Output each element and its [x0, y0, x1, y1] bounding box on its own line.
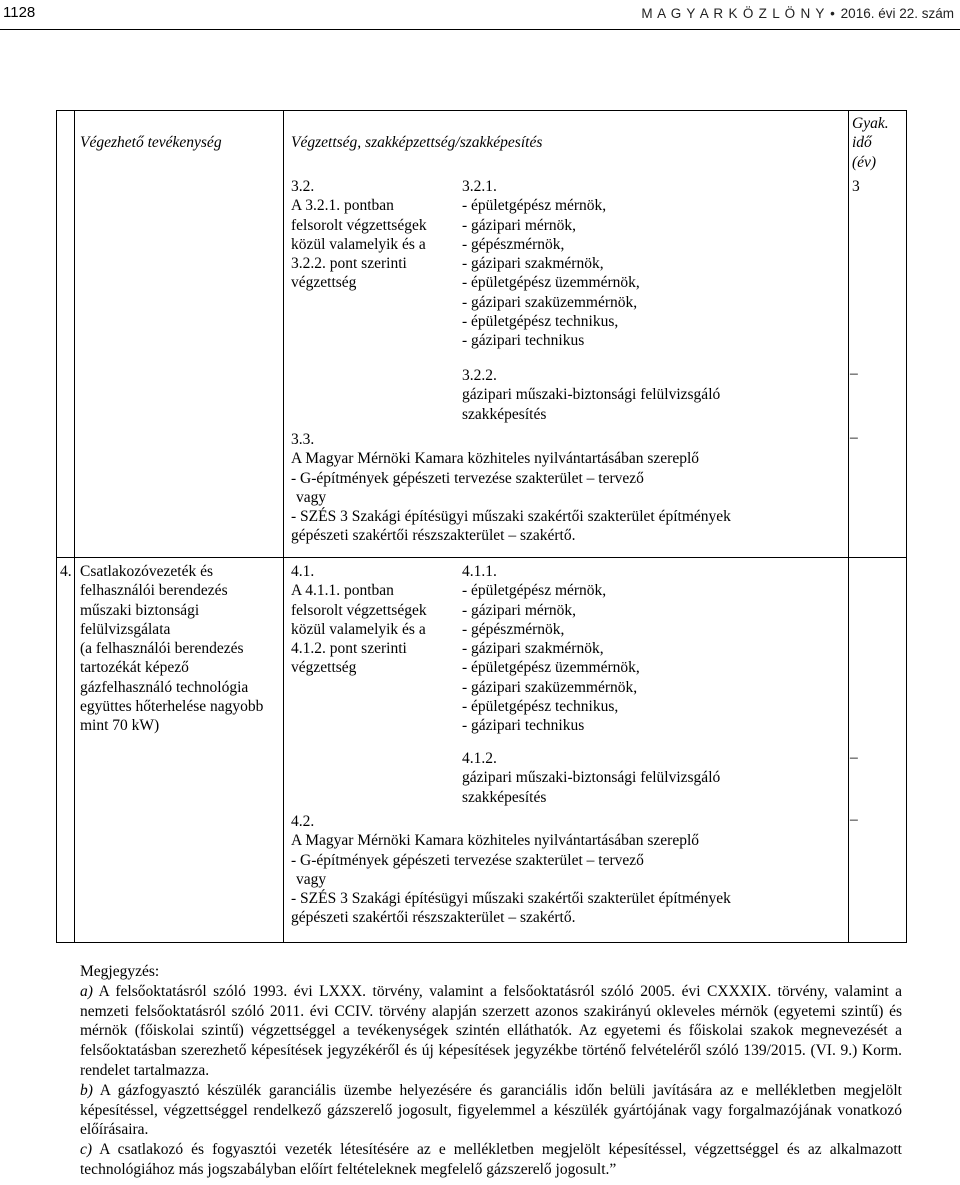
row-3-2-1-years: 3	[852, 178, 860, 195]
note-a-text: A felsőoktatásról szóló 1993. évi LXXX. törvény, valamint a felsőoktatásról szóló 2005. évi CXXXIX. törvény, valamint a nemzeti felsőoktatásról szóló 2011. évi CCIV. törvény alapján szerzett azonos szakirányú okleveles mérnök (egyetemi szintű) és mérnök (főiskolai szintű) végzettséggel a tevékenységek szintén elláthatók. Az egyetemi és főiskolai szakok megnevezését a felsőoktatásban szerezhető képesítések jegyzékéről és új képesítések jegyzékbe történő felvételéről szóló 139/2015. (VI. 9.) Korm. rendelet tartalmazza.	[80, 982, 902, 1079]
row-3-2-1-list: 3.2.1. - épületgépész mérnök, - gázipari mérnök, - gépészmérnök, - gázipari szakmérnök, - épületgépész üzemmérnök, - gázipari szaküzemmérnök, - épületgépész technikus, - gázipari technikus	[462, 178, 640, 350]
row-3-2-2-years: –	[850, 365, 858, 382]
note-c-label: c)	[80, 1141, 93, 1159]
issue-label: 2016. évi 22. szám	[840, 6, 954, 21]
row-divider-4	[57, 557, 906, 558]
row-4-1-2-years: –	[850, 749, 858, 766]
row-4-2-years: –	[850, 811, 858, 828]
note-b-text: A gázfogyasztó készülék garanciális üzembe helyezésére és garanciális időn belüli javítására az e mellékletben megjelölt képesítéssel, végzettséggel rendelkező gázszerelő jogosult, figyelemmel a készülék gyártójának vagy forgalmazójának vonatkozó előírásaira.	[80, 1081, 902, 1139]
publication-header	[641, 4, 954, 23]
note-a	[80, 982, 902, 1081]
page-number: 1128	[3, 4, 36, 21]
row-4-number: 4.	[60, 563, 72, 580]
col-divider-number	[74, 111, 75, 942]
bullet-separator: •	[830, 6, 836, 21]
col-divider-activity	[283, 111, 284, 942]
note-c	[80, 1140, 902, 1180]
row-4-2-text: 4.2. A Magyar Mérnöki Kamara közhiteles nyilvántartásában szereplő - G-építmények gépészeti tervezése szakterület – tervező vagy - SZÉS 3 Szakági építésügyi műszaki szakértői szakterület építmények gépészeti szakértői részszakterület – szakértő.	[291, 813, 731, 927]
row-3-2-qualification: 3.2. A 3.2.1. pontban felsorolt végzettségek közül valamelyik és a 3.2.2. pont szerinti végzettség	[291, 178, 427, 292]
publication-name: M A G Y A R K Ö Z L Ö N Y	[641, 6, 826, 21]
practice-header-line2: idő	[852, 134, 872, 152]
col-divider-practice	[848, 111, 849, 942]
col-header-qualification: Végzettség, szakképzettség/szakképesítés	[291, 134, 543, 151]
row-3-3-text: 3.3. A Magyar Mérnöki Kamara közhiteles nyilvántartásában szereplő - G-építmények gépészeti tervezése szakterület – tervező vagy - SZÉS 3 Szakági építésügyi műszaki szakértői szakterület építmények gépészeti szakértői részszakterület – szakértő.	[291, 431, 731, 545]
note-c-text: A csatlakozó és fogyasztói vezeték létesítésére az e mellékletben megjelölt képesítéssel, végzettséggel és az alkalmazott technológiához más jogszabályban előírt feltételeknek megfelelő gázszerelő jogosult.”	[80, 1141, 902, 1178]
practice-header-line3: (év)	[852, 153, 877, 171]
row-3-2-2-text: 3.2.2. gázipari műszaki-biztonsági felülvizsgáló szakképesítés	[462, 367, 721, 423]
note-a-label: a)	[80, 982, 93, 1000]
col-header-activity: Végezhető tevékenység	[80, 134, 222, 151]
row-4-activity: Csatlakozóvezeték és felhasználói berendezés műszaki biztonsági felülvizsgálata (a felhasználói berendezés tartozékát képező gázfelhasználó technológia együttes hőterhelése nagyobb mint 70 kW)	[80, 563, 264, 735]
notes-section	[80, 962, 902, 1180]
col-header-practice	[852, 114, 889, 172]
note-b-label: b)	[80, 1081, 93, 1099]
practice-header-line1: Gyak.	[852, 115, 889, 132]
row-4-1-qualification: 4.1. A 4.1.1. pontban felsorolt végzettségek közül valamelyik és a 4.1.2. pont szerinti végzettség	[291, 563, 427, 677]
note-b	[80, 1081, 902, 1140]
row-4-1-2-text: 4.1.2. gázipari műszaki-biztonsági felülvizsgáló szakképesítés	[462, 750, 721, 806]
row-4-1-1-list: 4.1.1. - épületgépész mérnök, - gázipari mérnök, - gépészmérnök, - gázipari szakmérnök, - épületgépész üzemmérnök, - gázipari szaküzemmérnök, - épületgépész technikus, - gázipari technikus	[462, 563, 640, 735]
row-3-3-years: –	[850, 429, 858, 446]
notes-title: Megjegyzés:	[80, 963, 160, 980]
header-rule	[0, 29, 960, 30]
